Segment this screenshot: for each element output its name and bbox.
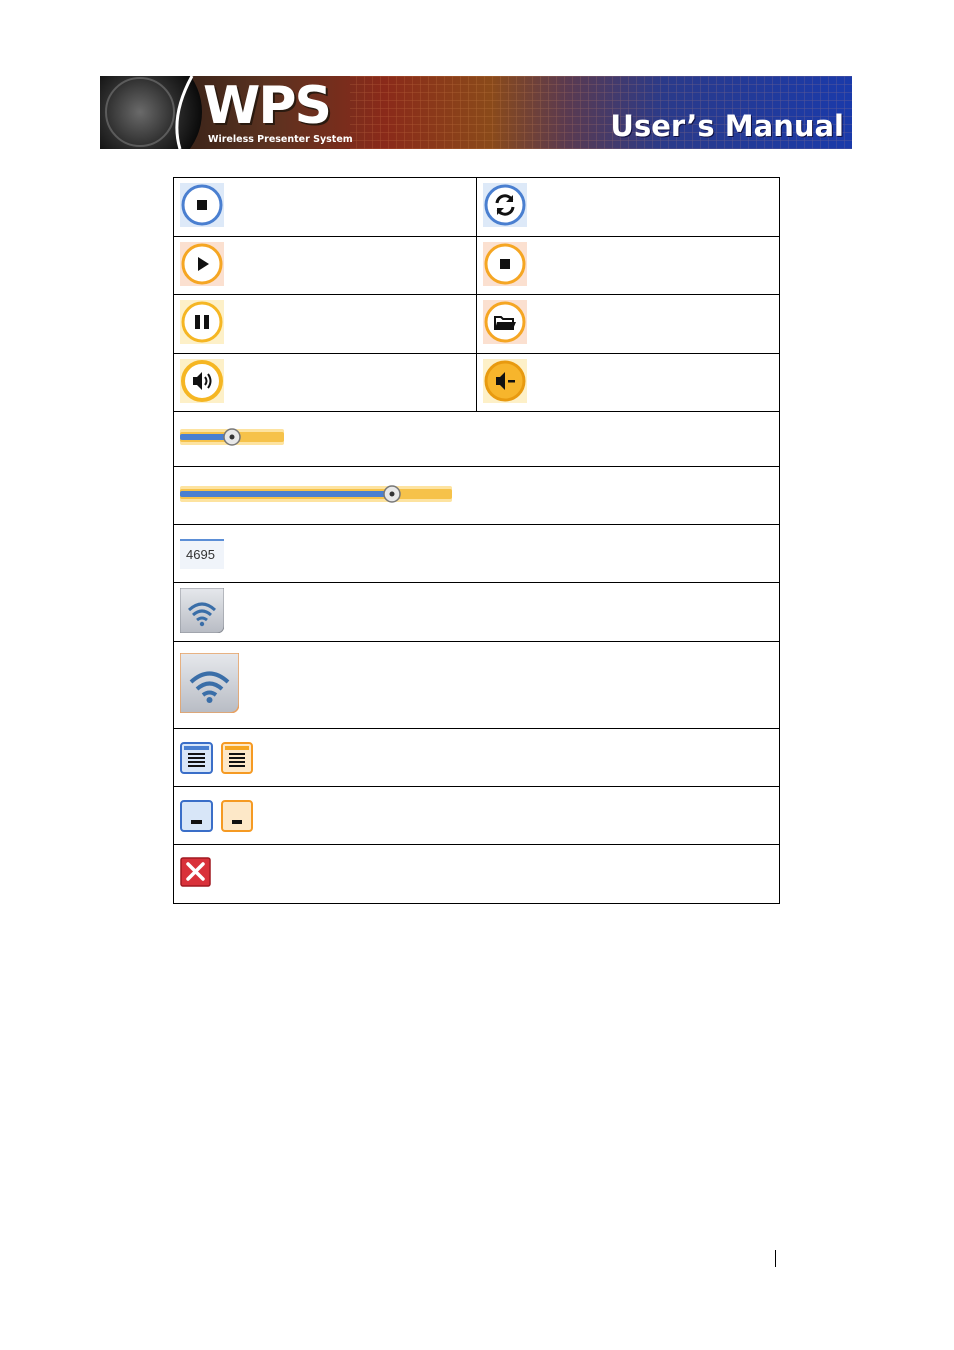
- volume-slider-knob[interactable]: [224, 429, 240, 445]
- stop-orange-icon[interactable]: [483, 242, 527, 286]
- table-cell: [174, 787, 780, 845]
- table-cell: [174, 412, 780, 467]
- table-row: [174, 787, 780, 845]
- brand-subtitle: Wireless Presenter System: [208, 134, 353, 145]
- volume-slider[interactable]: [180, 427, 284, 447]
- table-row: [174, 525, 780, 583]
- menu-icon-group: [180, 742, 779, 774]
- close-icon[interactable]: [180, 857, 211, 887]
- table-cell: [477, 178, 780, 237]
- stop-blue-icon[interactable]: [180, 183, 224, 227]
- table-row: [174, 467, 780, 525]
- header-banner: [100, 76, 852, 149]
- progress-slider-fill: [180, 491, 390, 497]
- wifi-small-icon[interactable]: [180, 588, 224, 633]
- minimize-blue-icon[interactable]: [180, 800, 213, 832]
- table-row: [174, 295, 780, 354]
- pause-orange-icon[interactable]: [180, 300, 224, 344]
- minimize-orange-icon[interactable]: [221, 800, 253, 832]
- menu-orange-icon[interactable]: [221, 742, 253, 774]
- table-cell: [174, 642, 780, 729]
- table-cell: [174, 729, 780, 787]
- table-cell: [174, 354, 477, 412]
- play-orange-icon[interactable]: [180, 242, 224, 286]
- progress-slider-knob[interactable]: [384, 486, 400, 502]
- progress-slider[interactable]: [180, 484, 452, 504]
- table-cell: [174, 845, 780, 904]
- volume-slider-fill: [180, 434, 230, 440]
- brand-logo-text: WPS: [203, 76, 330, 136]
- table-row: [174, 354, 780, 412]
- mute-icon[interactable]: [483, 359, 527, 403]
- table-cell: [174, 525, 780, 583]
- table-row: [174, 237, 780, 295]
- wifi-large-icon[interactable]: [180, 653, 239, 713]
- table-cell: [174, 295, 477, 354]
- table-row: [174, 729, 780, 787]
- volume-up-icon[interactable]: [180, 359, 224, 403]
- table-row: [174, 178, 780, 237]
- icon-reference-table: [173, 177, 780, 904]
- table-cell: [174, 583, 780, 642]
- open-folder-icon[interactable]: [483, 300, 527, 344]
- table-cell: [477, 295, 780, 354]
- minimize-icon-group: [180, 800, 779, 832]
- table-row: [174, 412, 780, 467]
- table-cell: [174, 467, 780, 525]
- table-row: [174, 583, 780, 642]
- manual-title: User’s Manual: [610, 109, 844, 143]
- table-row: [174, 642, 780, 729]
- table-cell: [477, 237, 780, 295]
- menu-blue-icon[interactable]: [180, 742, 213, 774]
- table-cell: [477, 354, 780, 412]
- table-cell: [174, 178, 477, 237]
- refresh-blue-icon[interactable]: [483, 183, 527, 227]
- table-cell: [174, 237, 477, 295]
- code-display: 4695: [180, 539, 224, 569]
- table-row: [174, 845, 780, 904]
- page-number-divider: [775, 1250, 776, 1267]
